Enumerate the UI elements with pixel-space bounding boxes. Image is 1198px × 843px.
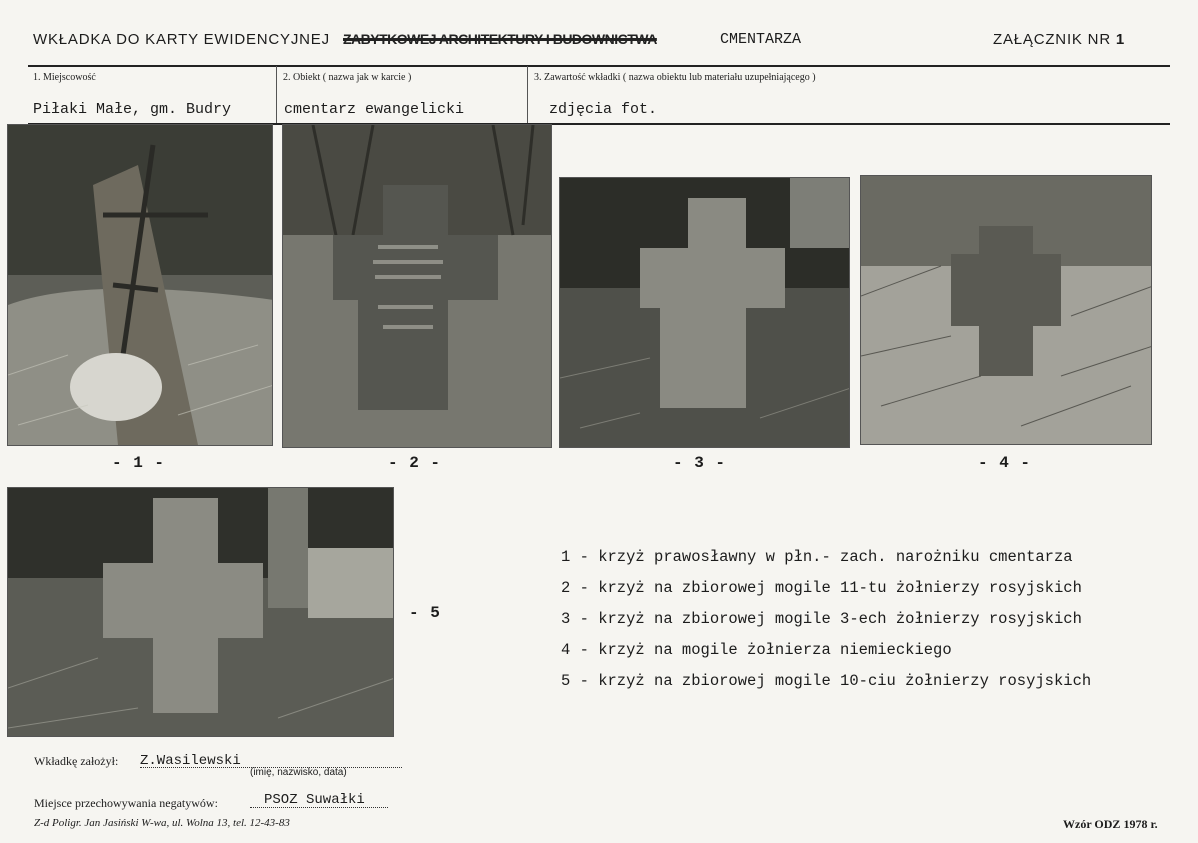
legend-item-2: 2 - krzyż na zbiorowej mogile 11-tu żołnierzy rosyjskich xyxy=(561,579,1082,597)
typed-title-word: CMENTARZA xyxy=(720,31,802,48)
photo-5-stone-cross xyxy=(7,487,394,737)
legend-item-5: 5 - krzyż na zbiorowej mogile 10-ciu żołnierzy rosyjskich xyxy=(561,672,1092,690)
photo-legend xyxy=(561,548,1091,703)
form-title: WKŁADKA DO KARTY EWIDENCYJNEJ xyxy=(33,31,330,48)
annex-text: ZAŁĄCZNIK NR xyxy=(993,31,1111,48)
legend-item-3: 3 - krzyż na zbiorowej mogile 3-ech żołnierzy rosyjskich xyxy=(561,610,1082,628)
photo-2-stone-cross xyxy=(282,124,552,448)
photo-1-orthodox-cross xyxy=(7,124,273,446)
annex-number: 1 xyxy=(1115,31,1126,48)
field-value-object: cmentarz ewangelicki xyxy=(284,101,465,118)
photo-3-number: - 3 - xyxy=(673,454,727,472)
struck-out-title: ZABYTKOWEJ ARCHITEKTURY I BUDOWNICTWA xyxy=(343,31,657,47)
field-label-object: 2. Obiekt ( nazwa jak w karcie ) xyxy=(283,72,412,83)
printer-credit: Z-d Poligr. Jan Jasiński W-wa, ul. Wolna 13, tel. 12-43-83 xyxy=(34,817,290,829)
photo-5-number: - 5 xyxy=(409,604,441,622)
form-version: Wzór ODZ 1978 r. xyxy=(1063,817,1158,831)
photo-4-stone-cross xyxy=(860,175,1152,445)
legend-item-1: 1 - krzyż prawosławny w płn.- zach. narożniku cmentarza xyxy=(561,548,1073,566)
field-value-locality: Piłaki Małe, gm. Budry xyxy=(33,101,232,118)
photo-3-stone-cross xyxy=(559,177,850,448)
annex-label xyxy=(993,31,1125,48)
storage-label: Miejsce przechowywania negatywów: xyxy=(34,796,218,810)
photo-4-number: - 4 - xyxy=(978,454,1032,472)
author-hint: (imię, nazwisko, data) xyxy=(250,767,347,778)
field-label-locality: 1. Miejscowość xyxy=(33,72,96,83)
field-label-content: 3. Zawartość wkładki ( nazwa obiektu lub materiału uzupełniającego ) xyxy=(534,72,816,83)
storage-value: PSOZ Suwałki xyxy=(264,792,365,808)
photo-1-number: - 1 - xyxy=(112,454,166,472)
storage-line xyxy=(250,790,388,808)
field-divider-1 xyxy=(276,66,277,124)
photo-2-number: - 2 - xyxy=(388,454,442,472)
header-rule xyxy=(28,65,1170,67)
author-label: Wkładkę założył: xyxy=(34,754,119,768)
author-value: Z.Wasilewski xyxy=(140,753,241,769)
field-divider-2 xyxy=(527,66,528,124)
author-line xyxy=(140,751,402,768)
field-value-content: zdjęcia fot. xyxy=(549,101,658,118)
legend-item-4: 4 - krzyż na mogile żołnierza niemieckiego xyxy=(561,641,952,659)
